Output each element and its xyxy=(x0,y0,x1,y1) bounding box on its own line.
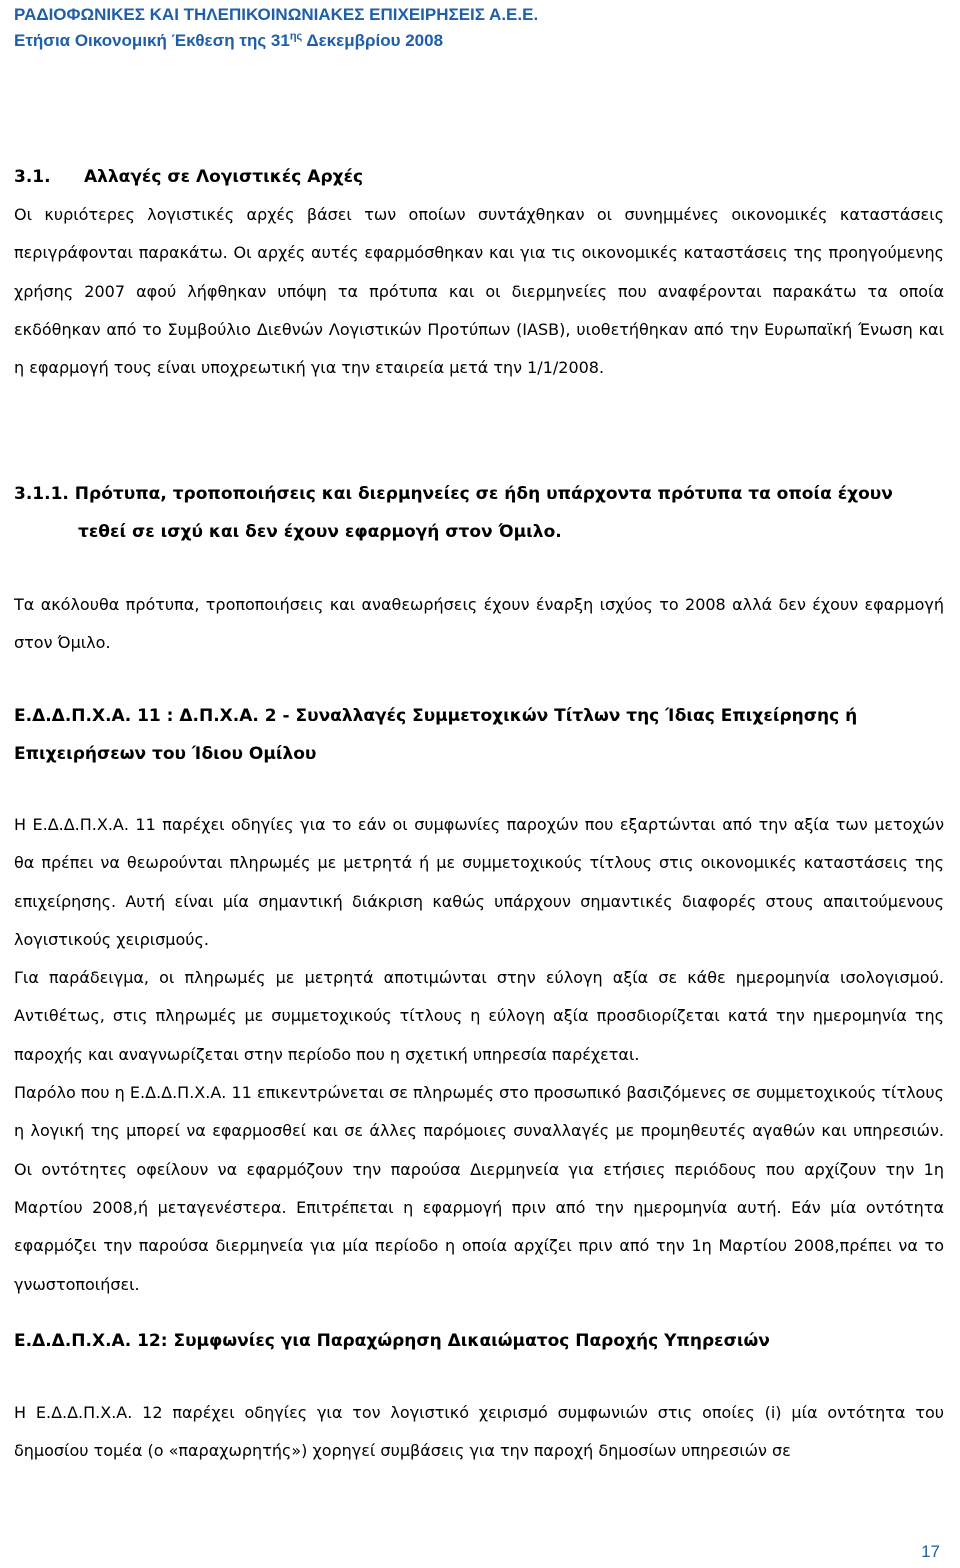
ifric-11-paragraph-2: Για παράδειγμα, οι πληρωμές με μετρητά αποτιμώνται στην εύλογη αξία σε κάθε ημερομηνία ισολογισμού. Αντιθέτως, στις πληρωμές με συμμετοχικούς τίτλους η εύλογη αξία προσδιορίζεται κατά την ημερομηνία της παροχής και αναγνωρίζεται στην περίοδο που η σχετική υπηρεσία παρέχεται. xyxy=(14,968,944,1064)
page-header xyxy=(14,2,538,54)
page-number: 17 xyxy=(921,1542,940,1561)
subsection-intro: Τα ακόλουθα πρότυπα, τροποποιήσεις και αναθεωρήσεις έχουν έναρξη ισχύος το 2008 αλλά δεν έχουν εφαρμογή στον Όμιλο. xyxy=(14,595,944,653)
section-3-1-1 xyxy=(14,475,944,551)
ifric-11-title: Ε.Δ.Δ.Π.Χ.Α. 11 : Δ.Π.Χ.Α. 2 - Συναλλαγές Συμμετοχικών Τίτλων της Ίδιας Επιχείρησης ή Επιχειρήσεων του Ίδιου Ομίλου xyxy=(14,706,858,764)
section-3-1 xyxy=(14,158,944,387)
section-heading: 3.1. Αλλαγές σε Λογιστικές Αρχές xyxy=(14,167,364,187)
ifric-12-paragraph-1: Η Ε.Δ.Δ.Π.Χ.Α. 12 παρέχει οδηγίες για τον λογιστικό χειρισμό συμφωνιών στις οποίες (i) μία οντότητα του δημοσίου τομέα (ο «παραχωρητής») χορηγεί συμβάσεις για την παροχή δημοσίων υπηρεσιών σε xyxy=(14,1403,944,1461)
report-title: Ετήσια Οικονομική Έκθεση της $31^{\eta\varsigma}$ Δεκεμβρίου 2008 xyxy=(14,30,444,50)
ifric-11-paragraph-1: Η Ε.Δ.Δ.Π.Χ.Α. 11 παρέχει οδηγίες για το εάν οι συμφωνίες παροχών που εξαρτώνται από την αξία των μετοχών θα πρέπει να θεωρούνται πληρωμές με μετρητά ή με συμμετοχικούς τίτλους στις οικονομικές καταστάσεις της επιχείρησης. Αυτή είναι μία σημαντική διάκριση καθώς υπάρχουν σημαντικές διαφορές στους απαιτούμενους λογιστικούς χειρισμούς. xyxy=(14,815,944,949)
subsection-intro-block xyxy=(14,586,944,663)
ifric-12-title: Ε.Δ.Δ.Π.Χ.Α. 12: Συμφωνίες για Παραχώρηση Δικαιώματος Παροχής Υπηρεσιών xyxy=(14,1331,770,1351)
ifric-11-paragraph-3: Παρόλο που η Ε.Δ.Δ.Π.Χ.Α. 11 επικεντρώνεται σε πληρωμές στο προσωπικό βασιζόμενες σε συμμετοχικούς τίτλους η λογική της μπορεί να εφαρμοσθεί και σε άλλες παρόμοιες συναλλαγές με προμηθευτές αγαθών και υπηρεσιών. Οι οντότητες οφείλουν να εφαρμόζουν την παρούσα Διερμηνεία για ετήσιες περιόδους που αρχίζουν την 1η Μαρτίου 2008,ή μεταγενέστερα. Επιτρέπεται η εφαρμογή πριν από την ημερομηνία αυτή. Εάν μία οντότητα εφαρμόζει την παρούσα διερμηνεία για μία περίοδο η οποία αρχίζει πριν από την 1η Μαρτίου 2008,πρέπει να το γνωστοποιήσει. xyxy=(14,1083,944,1294)
section-intro: Οι κυριότερες λογιστικές αρχές βάσει των οποίων συντάχθηκαν οι συνημμένες οικονομικές καταστάσεις περιγράφονται παρακάτω. Οι αρχές αυτές εφαρμόσθηκαν και για τις οικονομικές καταστάσεις της προηγούμενης χρήσης 2007 αφού λήφθηκαν υπόψη τα πρότυπα και οι διερμηνείες που αναφέρονται παρακάτω τα οποία εκδόθηκαν από το Συμβούλιο Διεθνών Λογιστικών Προτύπων (IASB), υιοθετήθηκαν από την Ευρωπαϊκή Ένωση και η εφαρμογή τους είναι υποχρεωτική για την εταιρεία μετά την 1/1/2008. xyxy=(14,205,944,378)
ifric-11-title-block xyxy=(14,697,944,773)
company-name: ΡΑΔΙΟΦΩΝΙΚΕΣ ΚΑΙ ΤΗΛΕΠΙΚΟΙΝΩΝΙΑΚΕΣ ΕΠΙΧΕΙΡΗΣΕΙΣ Α.Ε.Ε. xyxy=(14,5,539,24)
ifric-12-title-block xyxy=(14,1322,944,1360)
subsection-heading: 3.1.1. Πρότυπα, τροποποιήσεις και διερμηνείες σε ήδη υπάρχοντα πρότυπα τα οποία έχουν τεθεί σε ισχύ και δεν έχουν εφαρμογή στον Όμιλο. xyxy=(14,484,893,542)
ifric-11-body xyxy=(14,806,944,1304)
ifric-12-body xyxy=(14,1394,944,1471)
